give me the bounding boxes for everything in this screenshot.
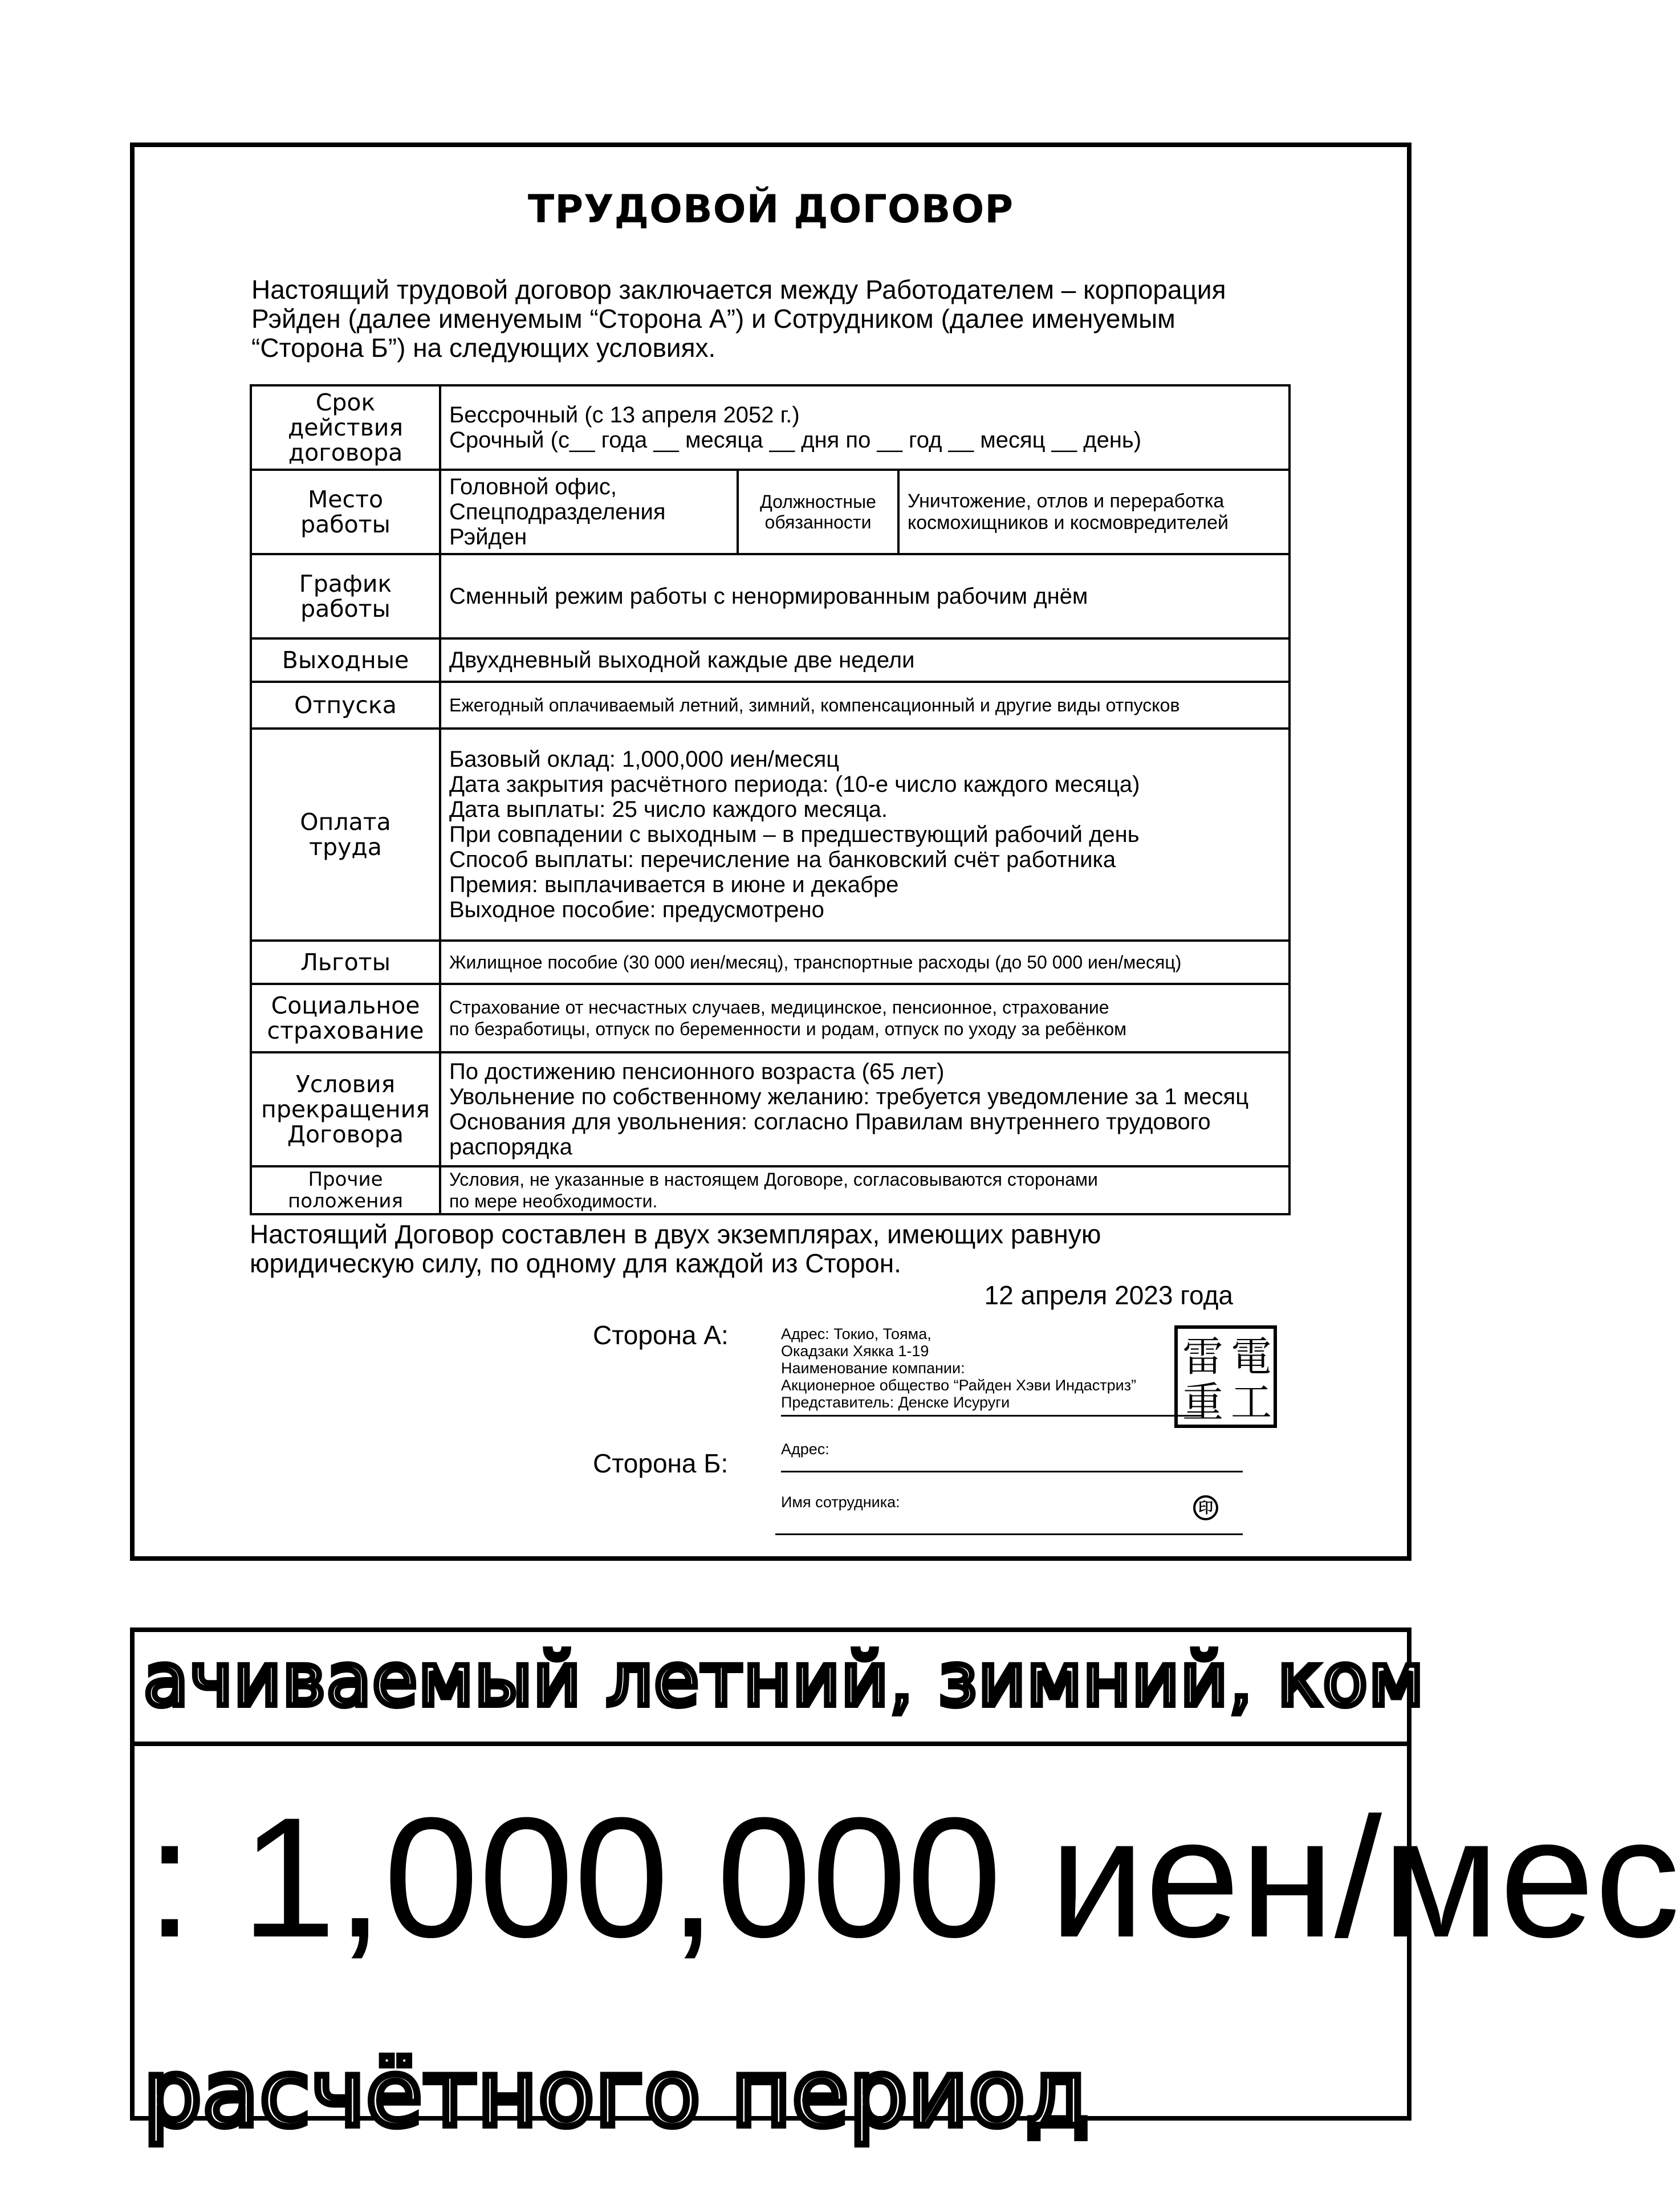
table-row-pay xyxy=(251,729,1290,941)
schedule-label: График работы xyxy=(251,554,440,638)
table-row-termination xyxy=(251,1052,1290,1166)
contract-date: 12 апреля 2023 года xyxy=(984,1280,1233,1310)
page-title: ТРУДОВОЙ ДОГОВОР xyxy=(527,187,1014,232)
party-a-label: Сторона А: xyxy=(593,1320,729,1350)
seal-glyph: 雷 xyxy=(1182,1333,1224,1381)
party-b-address-label: Адрес: xyxy=(781,1441,829,1458)
duties-value: Уничтожение, отлов и переработка космохищников и космовредителей xyxy=(898,470,1290,554)
intro-line: Рэйден (далее именуемым “Сторона А”) и Сотрудником (далее именуемым xyxy=(251,304,1175,333)
table-row-schedule xyxy=(251,554,1290,638)
zoom-salary-text: : 1,000,000 иен/мес xyxy=(146,1781,1680,1973)
vacation-label: Отпуска xyxy=(251,682,440,729)
intro-line: Настоящий трудовой договор заключается между Работодателем – корпорация xyxy=(251,275,1226,304)
days-off-label: Выходные xyxy=(251,638,440,682)
intro-paragraph xyxy=(251,275,1312,363)
other-label: Прочие положения xyxy=(251,1166,440,1214)
days-off-value: Двухдневный выходной каждые две недели xyxy=(440,638,1290,682)
employee-signature-line xyxy=(775,1533,1243,1535)
party-a-details: Адрес: Токио, Тояма, Окадзаки Хякка 1-19 Наименование компании: Акционерное общество “Райден Хэви Индастриз” Представитель: Денске Исуруги xyxy=(781,1325,1137,1411)
contract-terms-table xyxy=(250,384,1291,1215)
intro-line: “Сторона Б”) на следующих условиях. xyxy=(251,333,716,363)
termination-label: Условия прекращения Договора xyxy=(251,1052,440,1166)
term-value: Бессрочный (с 13 апреля 2052 г.) Срочный (с__ года __ месяца __ дня по __ год __ месяц __ день) xyxy=(440,385,1290,470)
table-row-workplace xyxy=(251,470,1290,554)
stamp-mark-icon xyxy=(1191,1494,1220,1522)
table-row-insurance xyxy=(251,984,1290,1052)
other-value: Условия, не указанные в настоящем Договоре, согласовываются сторонами по мере необходимости. xyxy=(440,1166,1290,1214)
term-label: Срок действия договора xyxy=(251,385,440,470)
zoom-period-text: расчётного период xyxy=(144,2040,1091,2147)
workplace-value: Головной офис, Спецподразделения Рэйден xyxy=(440,470,738,554)
schedule-value: Сменный режим работы с ненормированным рабочим днём xyxy=(440,554,1290,638)
table-row-vacation xyxy=(251,682,1290,729)
stamp-glyph: 印 xyxy=(1198,1500,1214,1517)
table-row-other xyxy=(251,1166,1290,1214)
benefits-value: Жилищное пособие (30 000 иен/месяц), транспортные расходы (до 50 000 иен/месяц) xyxy=(440,941,1290,984)
benefits-label: Льготы xyxy=(251,941,440,984)
termination-value: По достижению пенсионного возраста (65 лет) Увольнение по собственному желанию: требуется уведомление за 1 месяц Основания для увольнения: согласно Правилам внутреннего трудового распорядка xyxy=(440,1052,1290,1166)
pay-value: Базовый оклад: 1,000,000 иен/месяц Дата закрытия расчётного периода: (10-е число каждого месяца) Дата выплаты: 25 число каждого месяца. При совпадении с выходным – в предшествующий рабочий день Способ выплаты: перечисление на банковский счёт работника Премия: выплачивается в июне и декабре Выходное пособие: предусмотрено xyxy=(440,729,1290,941)
seal-glyph: 電 xyxy=(1230,1333,1272,1381)
employee-name-label: Имя сотрудника: xyxy=(781,1494,900,1511)
closing-paragraph: Настоящий Договор составлен в двух экземплярах, имеющих равную юридическую силу, по одному для каждой из Сторон. xyxy=(250,1219,1101,1278)
seal-glyph: 工 xyxy=(1230,1378,1272,1426)
party-b-label: Сторона Б: xyxy=(593,1449,729,1478)
table-row-benefits xyxy=(251,941,1290,984)
insurance-value: Страхование от несчастных случаев, медицинское, пенсионное, страхование по безработицы, отпуск по беременности и родам, отпуск по уходу за ребёнком xyxy=(440,984,1290,1052)
zoom-panel-vacation xyxy=(130,1627,1425,1747)
vacation-value: Ежегодный оплачиваемый летний, зимний, компенсационный и другие виды отпусков xyxy=(440,682,1290,729)
company-seal xyxy=(1171,1323,1280,1431)
table-row-days-off xyxy=(251,638,1290,682)
seal-glyph: 重 xyxy=(1182,1378,1224,1426)
zoom-vacation-text: ачиваемый летний, зимний, ком xyxy=(144,1638,1425,1723)
party-a-signature-line xyxy=(781,1415,1203,1417)
pay-label: Оплата труда xyxy=(251,729,440,941)
workplace-label: Место работы xyxy=(251,470,440,554)
party-b-address-line xyxy=(781,1471,1243,1472)
insurance-label: Социальное страхование xyxy=(251,984,440,1052)
table-row-term xyxy=(251,385,1290,470)
zoom-panel-salary xyxy=(130,1742,1680,2147)
duties-label: Должностные обязанности xyxy=(738,470,898,554)
